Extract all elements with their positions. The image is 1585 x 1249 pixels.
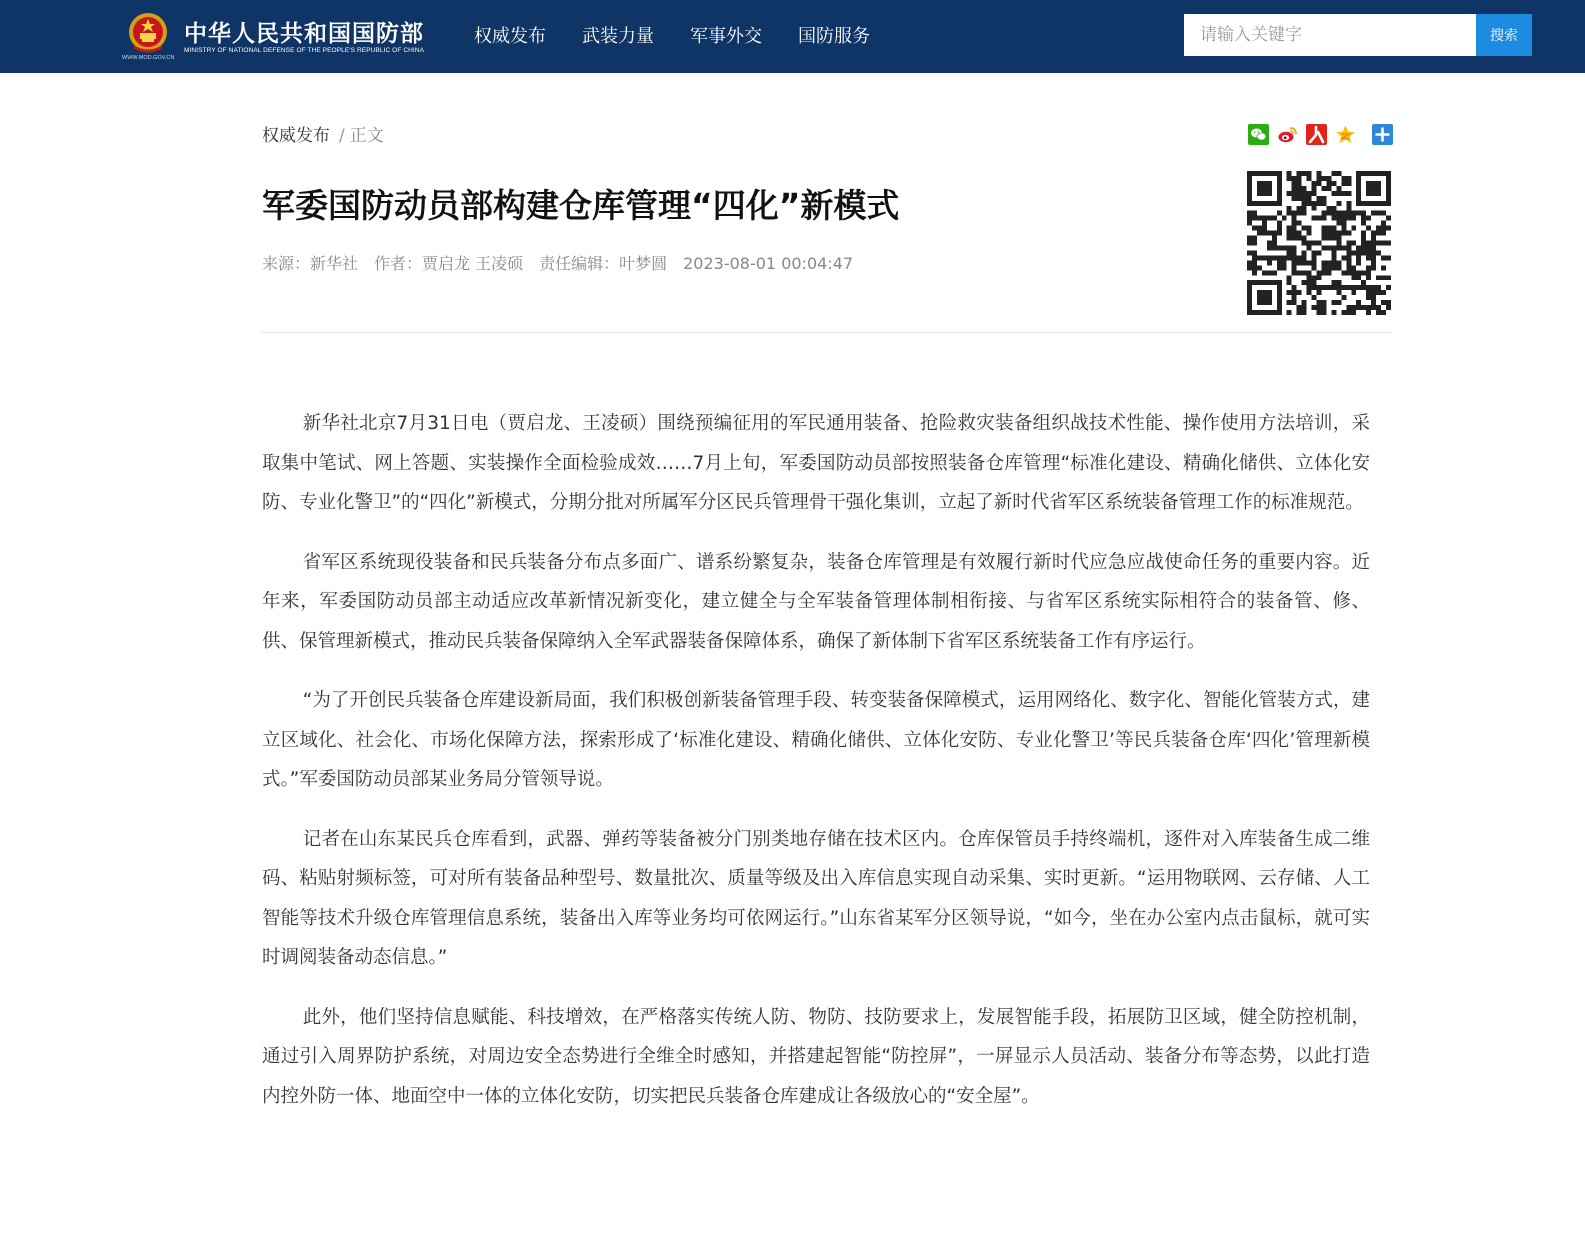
search-input[interactable] (1184, 14, 1476, 56)
national-emblem-icon (128, 11, 168, 55)
logo-name-cn: 中华人民共和国国防部 (184, 21, 424, 47)
site-logo[interactable] (122, 9, 425, 65)
article-paragraph: “为了开创民兵装备仓库建设新局面，我们积极创新装备管理手段、转变装备保障模式，运用网络化、数字化、智能化管装方式，建立区域化、社会化、市场化保障方法，探索形成了‘标准化建设、精确化储供、立体化安防、专业化警卫’等民兵装备仓库‘四化’管理新模式。”军委国防动员部某业务局分管领导说。 (262, 690, 1370, 790)
article-title: 军委国防动员部构建仓库管理“四化”新模式 (262, 186, 900, 225)
nav-item-authoritative-release[interactable]: 权威发布 (474, 26, 546, 47)
main-nav (474, 0, 906, 73)
wechat-icon[interactable] (1248, 124, 1269, 145)
article-datetime: 2023-08-01 00:04:47 (683, 254, 854, 273)
share-bar (1248, 124, 1393, 145)
nav-item-defense-services[interactable]: 国防服务 (798, 26, 870, 47)
search-button[interactable]: 搜索 (1476, 14, 1532, 56)
nav-item-military-diplomacy[interactable]: 军事外交 (690, 26, 762, 47)
article-paragraph: 省军区系统现役装备和民兵装备分布点多面广、谱系纷繁复杂，装备仓库管理是有效履行新时代应急应战使命任务的重要内容。近年来，军委国防动员部主动适应改革新情况新变化，建立健全与全军装备管理体制相衔接、与省军区系统实际相符合的装备管、修、供、保管理新模式，推动民兵装备保障纳入全军武器装备保障体系，确保了新体制下省军区系统装备工作有序运行。 (262, 551, 1370, 652)
article-meta (262, 251, 869, 274)
qr-code-icon (1247, 171, 1391, 315)
article-source: 来源：新华社 (262, 254, 359, 273)
nav-item-armed-forces[interactable]: 武装力量 (582, 26, 654, 47)
qzone-icon[interactable] (1335, 124, 1356, 145)
more-share-icon[interactable] (1372, 124, 1393, 145)
article-paragraph: 新华社北京7月31日电（贾启龙、王凌硕）围绕预编征用的军民通用装备、抢险救灾装备组织战技术性能、操作使用方法培训，采取集中笔试、网上答题、实装操作全面检验成效……7月上旬，军委国防动员部按照装备仓库管理“标准化建设、精确化储供、立体化安防、专业化警卫”的“四化”新模式，分期分批对所属军分区民兵管理骨干强化集训，立起了新时代省军区系统装备管理工作的标准规范。 (262, 413, 1370, 513)
top-navbar (0, 0, 1585, 73)
logo-name-en: MINISTRY OF NATIONAL DEFENSE OF THE PEOPLE'S REPUBLIC OF CHINA (184, 47, 425, 54)
article-editor: 责任编辑：叶梦圆 (539, 254, 668, 273)
breadcrumb-separator: / (339, 126, 345, 146)
article-author: 作者：贾启龙 王凌硕 (374, 254, 524, 273)
breadcrumb-current: 正文 (349, 126, 384, 146)
renren-icon[interactable] (1306, 124, 1327, 145)
breadcrumb (262, 121, 384, 146)
article-paragraph: 记者在山东某民兵仓库看到，武器、弹药等装备被分门别类地存储在技术区内。仓库保管员手持终端机，逐件对入库装备生成二维码、粘贴射频标签，可对所有装备品种型号、数量批次、质量等级及出入库信息实现自动采集、实时更新。“运用物联网、云存储、人工智能等技术升级仓库管理信息系统，装备出入库等业务均可依网运行。”山东省某军分区领导说，“如今，坐在办公室内点击鼠标，就可实时调阅装备动态信息。” (262, 828, 1370, 968)
article-paragraph: 此外，他们坚持信息赋能、科技增效，在严格落实传统人防、物防、技防要求上，发展智能手段，拓展防卫区域，健全防控机制，通过引入周界防护系统，对周边安全态势进行全维全时感知，并搭建起智能“防控屏”，一屏显示人员活动、装备分布等态势，以此打造内控外防一体、地面空中一体的立体化安防，切实把民兵装备仓库建成让各级放心的“安全屋”。 (262, 1006, 1370, 1107)
breadcrumb-parent-link[interactable]: 权威发布 (262, 126, 330, 146)
weibo-icon[interactable] (1277, 124, 1298, 145)
header-divider (262, 332, 1391, 333)
article-body (262, 404, 1370, 1136)
logo-url: WWW.MOD.GOV.CN (122, 55, 175, 61)
